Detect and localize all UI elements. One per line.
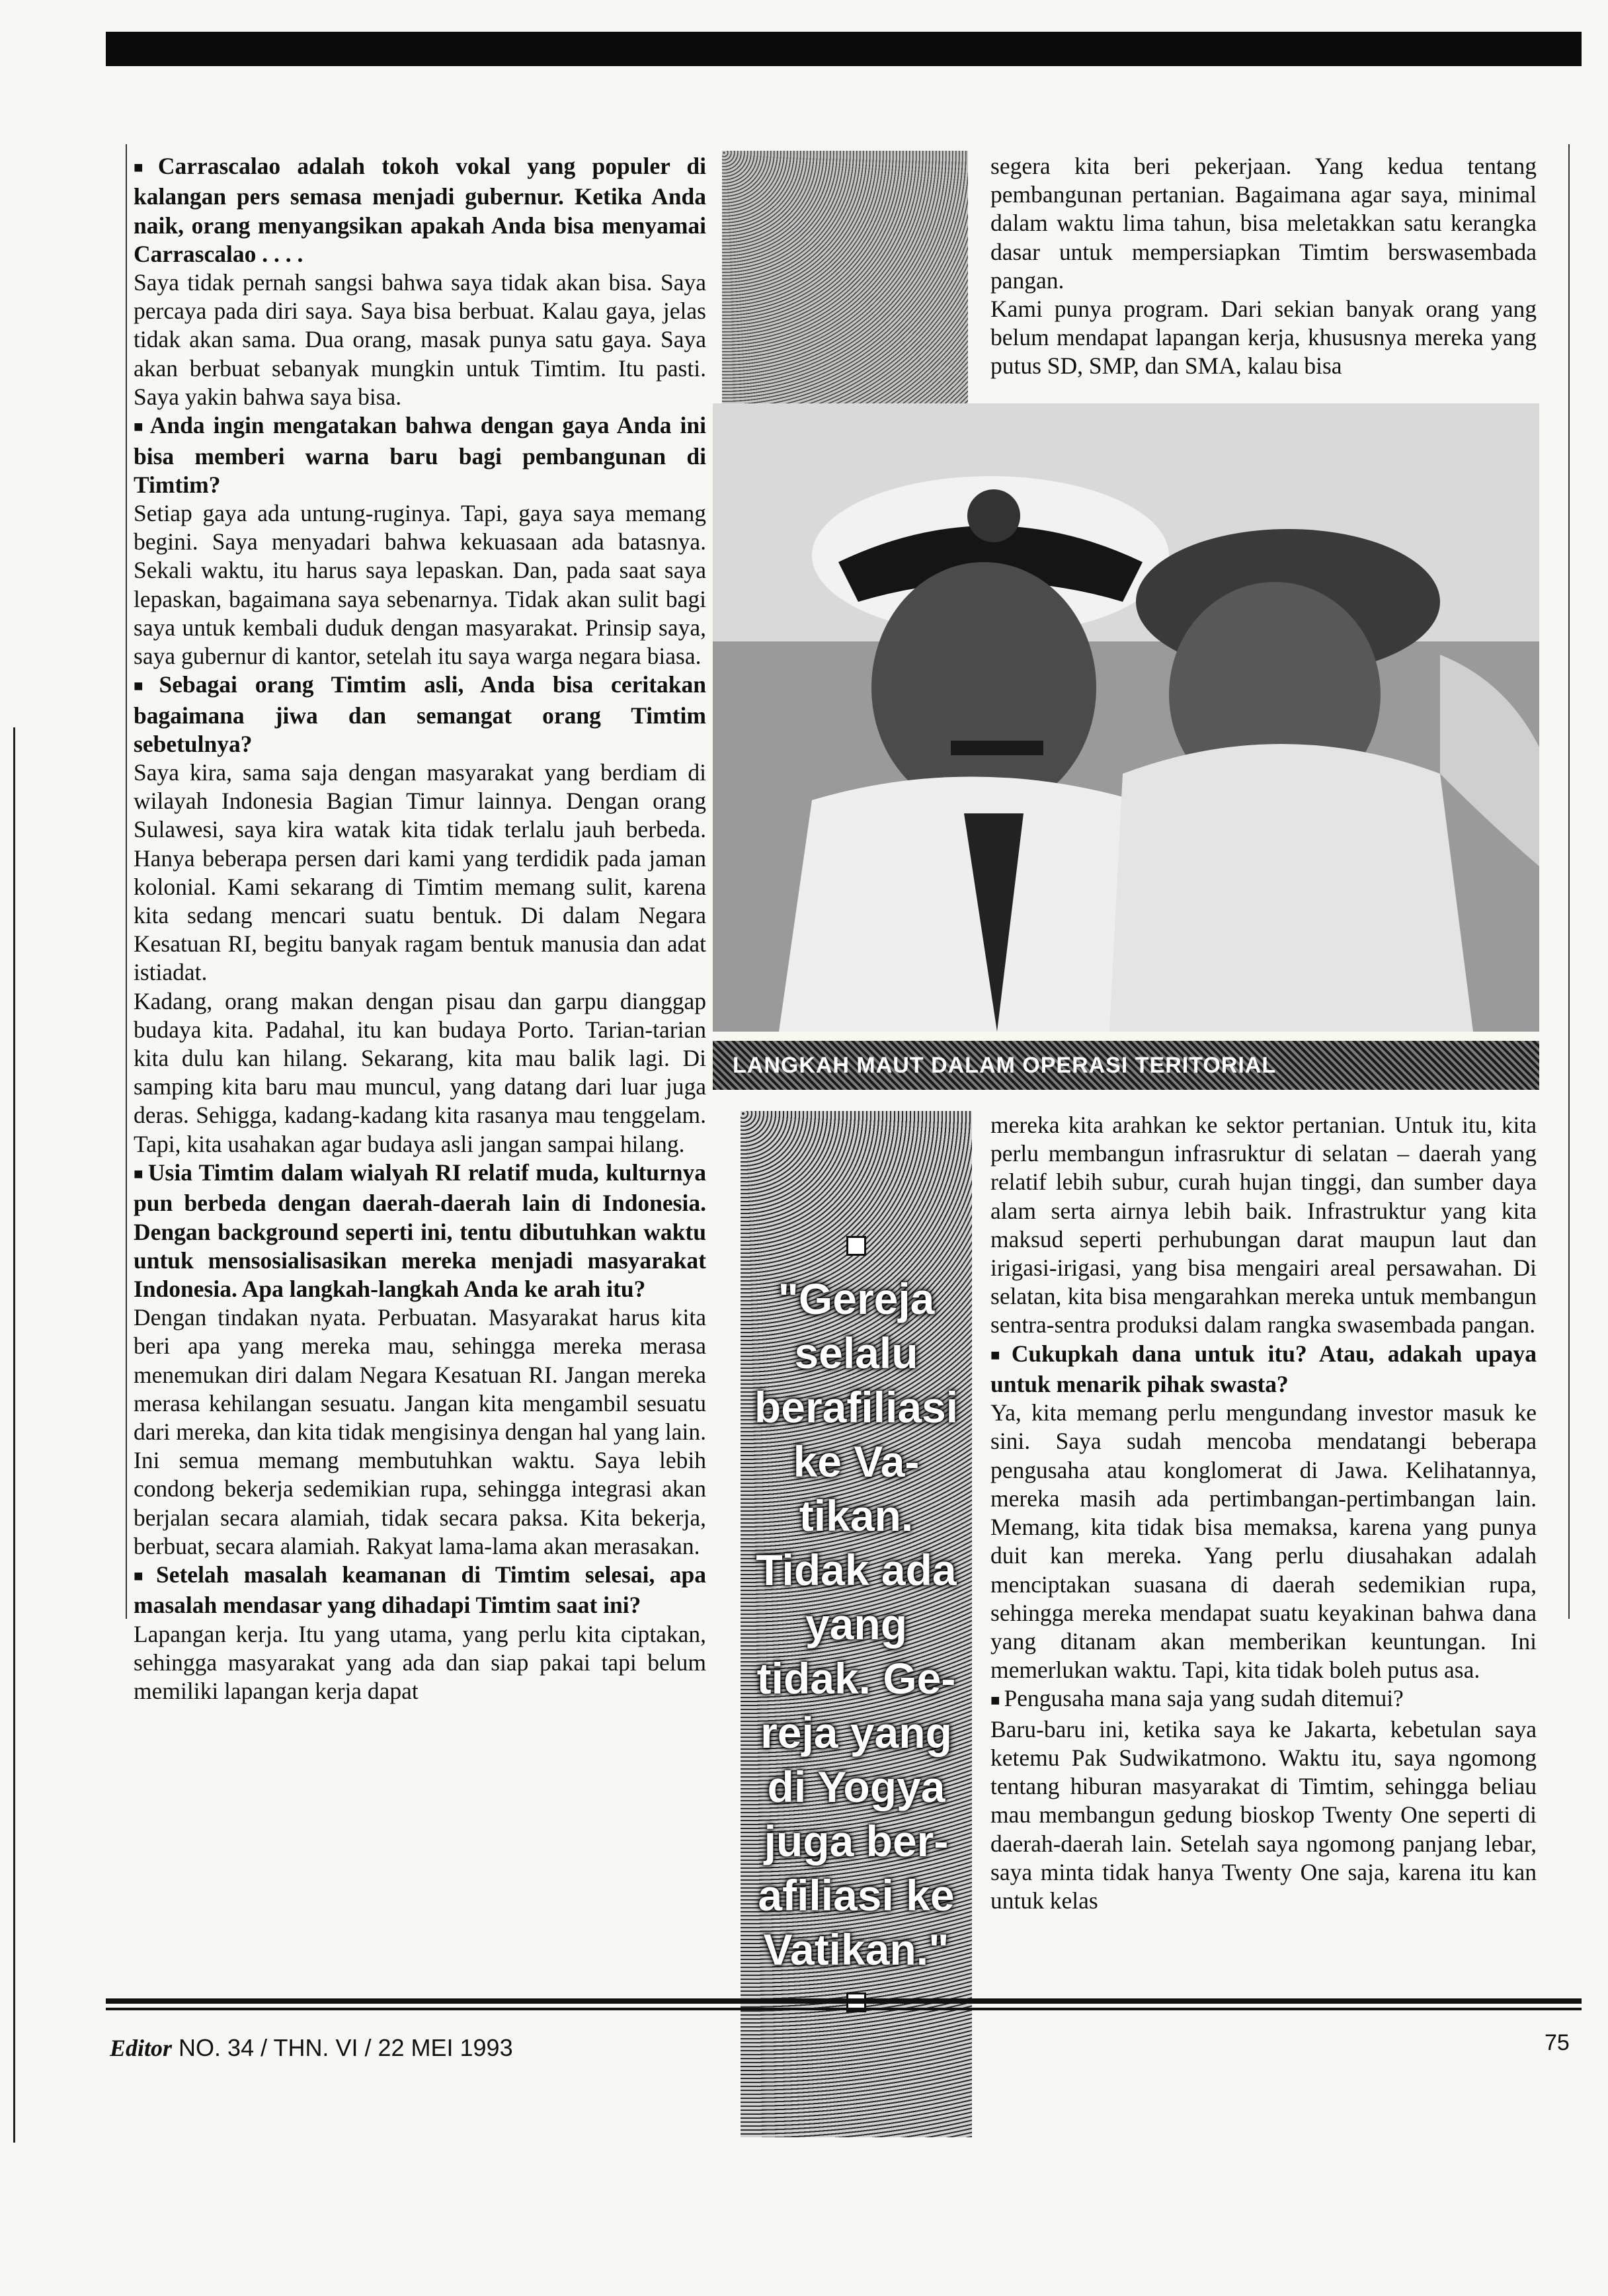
question-text: Carrascalao adalah tokoh vokal yang populer di kalangan pers semasa menjadi gubernur. Ketika Anda naik, orang menyangsikan apakah Anda bisa menyamai Carrascalao . . . . xyxy=(134,153,707,267)
question-text: Sebagai orang Timtim asli, Anda bisa ceritakan bagaimana jiwa dan semangat orang Timtim sebetulnya? xyxy=(134,671,707,757)
interview-question xyxy=(134,671,706,758)
question-square-icon: ■ xyxy=(990,1346,1008,1364)
pull-quote-line: Vatikan." xyxy=(763,1925,949,1974)
pull-quote-line: afiliasi ke xyxy=(758,1871,955,1920)
question-square-icon: ■ xyxy=(134,1568,152,1586)
pull-quote-box xyxy=(741,1111,972,2137)
interview-question xyxy=(990,1340,1537,1399)
interview-answer: Saya tidak pernah sangsi bahwa saya tidak akan bisa. Saya percaya pada diri saya. Saya bisa berbuat. Kalau gaya, jelas tidak akan sama. Dua orang, masak punya satu gaya. Saya akan berbuat sebanyak mungkin untuk Timtim. Itu pasti. Saya yakin bahwa saya bisa. xyxy=(134,269,706,410)
pull-quote-line: selalu xyxy=(794,1329,918,1377)
pull-quote-line: berafiliasi xyxy=(754,1383,959,1432)
pull-quote-line: "Gereja xyxy=(778,1274,935,1323)
question-text: Cukupkah dana untuk itu? Atau, adakah upaya untuk menarik pihak swasta? xyxy=(990,1340,1537,1398)
pull-quote-line: yang xyxy=(805,1600,908,1649)
question-square-icon: ■ xyxy=(134,159,154,177)
page-number: 75 xyxy=(1545,2030,1570,2055)
question-text: Usia Timtim dalam wialyah RI relatif muda, kulturnya pun berbeda dengan daerah-daerah lain di Indonesia. Dengan background seperti ini, tentu dibutuhkan waktu untuk mensosialisasikan mereka menjadi masyarakat Indonesia. Apa langkah-langkah Anda ke arah itu? xyxy=(134,1159,706,1302)
question-square-icon: ■ xyxy=(134,419,146,436)
interview-answer: mereka kita arahkan ke sektor pertanian. Untuk itu, kita perlu membangun infrasruktur di selatan – daerah yang relatif lebih subur, curah hujan tinggi, dan sumber daya alam serta airnya lebih baik. Infrastruktur yang kita maksud seperti perhubungan darat maupun laut dan irigasi-irigasi, yang bisa mengairi areal persawahan. Di selatan, kita bisa mengarahkan mereka untuk membangun sentra-sentra produksi dalam rangka swasembada pangan. xyxy=(990,1112,1537,1338)
interview-answer: Setiap gaya ada untung-ruginya. Tapi, gaya saya memang begini. Saya menyadari bahwa kekuasaan ada batasnya. Sekali waktu, itu harus saya lepaskan. Dan, pada saat saya lepaskan, bagaimana saya sebenarnya. Tidak akan sulit bagi saya untuk kembali duduk dengan masyarakat. Prinsip saya, saya gubernur di kantor, setelah itu saya warga negara biasa. xyxy=(134,499,706,669)
footer-rule-thick xyxy=(106,1998,1582,2004)
right-bottom-text-column xyxy=(990,1111,1537,1915)
interview-question xyxy=(134,1159,706,1303)
pull-quote-line: Tidak ada xyxy=(756,1545,957,1594)
right-top-text-column xyxy=(990,152,1537,381)
interview-answer: Kadang, orang makan dengan pisau dan garpu dianggap budaya kita. Padahal, itu kan budaya Porto. Tarian-tarian kita dulu kan hilang. Sekarang, kita mau balik lagi. Di samping kita baru mau muncul, yang datang dari luar juga deras. Sehigga, kadang-kadang kita rasanya mau tenggelam. Tapi, kita usahakan agar budaya asli jangan sampai hilang. xyxy=(134,987,706,1157)
section-banner xyxy=(713,1041,1539,1090)
interview-answer: segera kita beri pekerjaan. Yang kedua tentang pembangunan pertanian. Bagaimana agar saya, minimal dalam waktu lima tahun, bisa meletakkan satu kerangka dasar untuk mempersiapkan Timtim berswasembada pangan. xyxy=(990,153,1537,294)
scan-edge-mark xyxy=(13,727,15,2143)
pull-quote-line: di Yogya xyxy=(767,1762,945,1811)
interview-answer: Lapangan kerja. Itu yang utama, yang perlu kita ciptakan, sehingga masyarakat yang ada dan siap pakai tapi belum memiliki lapangan kerja dapat xyxy=(134,1620,706,1705)
pull-quote-top-square-icon xyxy=(846,1236,866,1256)
interview-answer: Dengan tindakan nyata. Perbuatan. Masyarakat harus kita beri apa yang mereka mau, sehingga mereka merasa menemukan diri dalam Negara Kesatuan RI. Jangan mereka merasa kehilangan sesuatu. Jangan kita mengambil sesuatu dari mereka, dan kita tidak mengisinya dengan hal yang lain. Ini semua memang membutuhkan waktu. Saya lebih condong bekerja sedemikian rupa, sehingga integrasi akan berjalan secara alamiah, tidak secara paksa. Kita bekerja, berbuat, secara alamiah. Rakyat lama-lama akan merasakan. xyxy=(134,1304,706,1559)
interview-question xyxy=(134,411,706,499)
governor-photo xyxy=(713,403,1539,1032)
interview-question xyxy=(990,1684,1537,1715)
question-text: Anda ingin mengatakan bahwa dengan gaya Anda ini bisa memberi warna baru bagi pembangunan di Timtim? xyxy=(134,412,706,498)
question-square-icon: ■ xyxy=(134,678,155,696)
magazine-brand: Editor xyxy=(110,2035,173,2061)
issue-info: NO. 34 / THN. VI / 22 MEI 1993 xyxy=(179,2034,513,2061)
interview-question xyxy=(134,1561,706,1620)
banner-title: LANGKAH MAUT DALAM OPERASI TERITORIAL xyxy=(733,1052,1277,1078)
halftone-texture-strip xyxy=(722,151,968,410)
interview-answer: Baru-baru ini, ketika saya ke Jakarta, kebetulan saya ketemu Pak Sudwikatmono. Waktu itu, saya ngomong tentang hiburan masyarakat di Timtim, sehingga beliau mau membangun gedung bioskop Twenty One seperti di daerah-daerah lain. Setelah saya ngomong panjang lebar, saya minta tidak hanya Twenty One saja, karena itu kan untuk kelas xyxy=(990,1715,1537,1914)
interview-answer: Ya, kita memang perlu mengundang investor masuk ke sini. Saya sudah mencoba mendatangi beberapa pengusaha atau konglomerat di Jawa. Kelihatannya, mereka masih ada pertimbangan-pertimbangan lain. Memang, kita tidak bisa memaksa, karena yang punya duit kan mereka. Yang perlu diusahakan adalah menciptakan suasana di daerah sedemikian rupa, sehingga mereka mendapat suatu keyakinan bahwa dana yang ditanam akan memberikan keuntungan. Ini memerlukan waktu. Tapi, kita tidak boleh putus asa. xyxy=(990,1399,1537,1684)
footer-rule-thin xyxy=(106,2008,1582,2010)
question-square-icon: ■ xyxy=(990,1692,1000,1709)
pull-quote-line: juga ber- xyxy=(764,1817,949,1866)
pull-quote-line: tidak. Ge- xyxy=(756,1654,956,1703)
pull-quote-line: tikan. xyxy=(799,1491,914,1540)
question-text: Pengusaha mana saja yang sudah ditemui? xyxy=(1004,1685,1404,1712)
pull-quote-line: ke Va- xyxy=(793,1437,920,1486)
interview-answer: Kami punya program. Dari sekian banyak orang yang belum mendapat lapangan kerja, khususnya mereka yang putus SD, SMP, dan SMA, kalau bisa xyxy=(990,296,1537,380)
pull-quote-line: reja yang xyxy=(760,1708,952,1757)
footer-issue-line xyxy=(110,2034,513,2062)
left-text-column xyxy=(134,152,706,1705)
top-header-bar xyxy=(106,32,1582,66)
pull-quote-text xyxy=(754,1272,958,1977)
photo-illustration xyxy=(713,403,1539,1032)
question-square-icon: ■ xyxy=(134,1166,144,1184)
interview-answer: Saya kira, sama saja dengan masyarakat yang berdiam di wilayah Indonesia Bagian Timur lainnya. Dengan orang Sulawesi, saya kira watak kita tidak terlalu jauh berbeda. Hanya beberapa persen dari kami yang terdidik pada jaman kolonial. Kami sekarang di Timtim memang sulit, karena kita sedang mencari suatu bentuk. Di dalam Negara Kesatuan RI, begitu banyak ragam bentuk manusia dan adat istiadat. xyxy=(134,759,706,986)
question-text: Setelah masalah keamanan di Timtim selesai, apa masalah mendasar yang dihadapi Timtim saat ini? xyxy=(134,1561,707,1619)
interview-question xyxy=(134,152,706,268)
